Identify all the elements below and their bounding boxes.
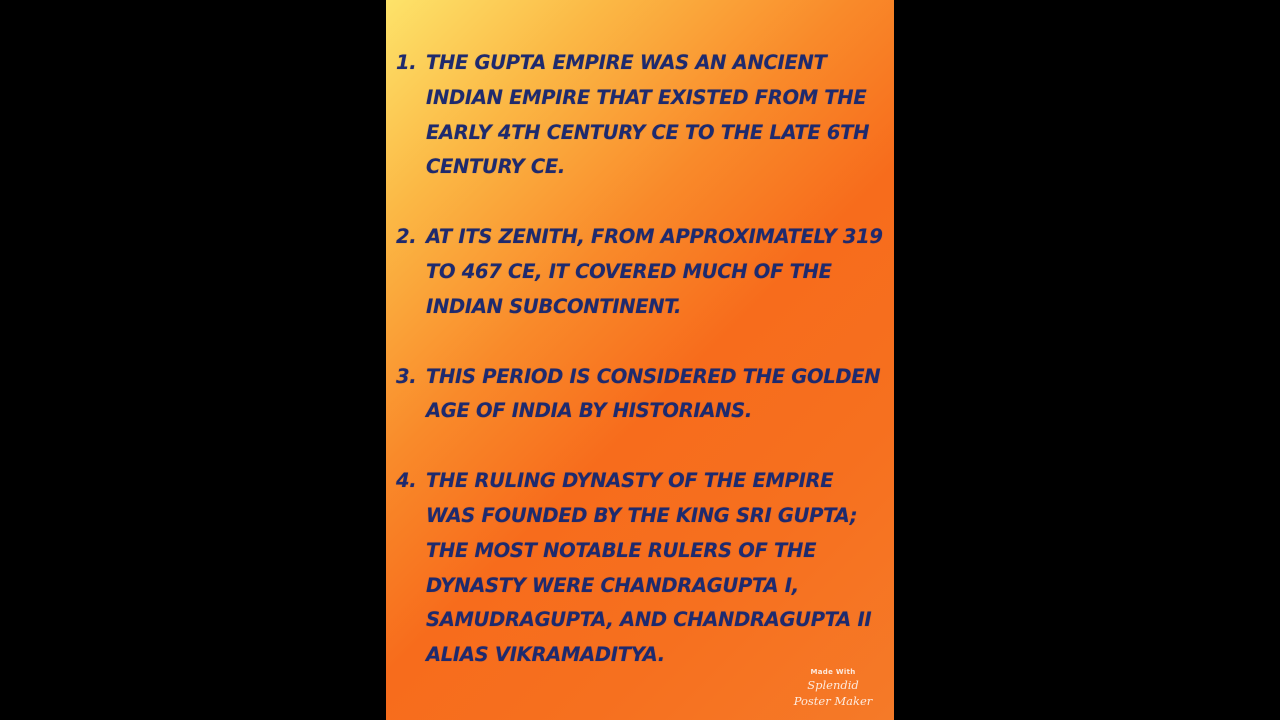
watermark-brand-line1: Splendid [807, 678, 859, 692]
fact-text: THE RULING DYNASTY OF THE EMPIRE WAS FOUNDED BY THE KING SRI GUPTA; THE MOST NOTABLE RULERS OF THE DYNASTY WERE CHANDRAGUPTA I, SAMUDRAGUPTA, AND CHANDRAGUPTA II ALIAS VIKRAMADITYA. [426, 469, 872, 667]
fact-number: 2. [396, 225, 417, 249]
fact-text: THE GUPTA EMPIRE WAS AN ANCIENT INDIAN EMPIRE THAT EXISTED FROM THE EARLY 4TH CENTURY CE TO THE LATE 6TH CENTURY CE. [426, 51, 870, 179]
fact-item-2 [396, 220, 884, 324]
watermark-brand-line2: Poster Maker [793, 694, 873, 708]
fact-item-4 [396, 464, 884, 673]
watermark-made-with: Made With [810, 668, 856, 676]
fact-item-1 [396, 46, 884, 185]
fact-list [396, 46, 884, 708]
fact-item-3 [396, 360, 884, 430]
poster [386, 0, 894, 720]
fact-number: 3. [396, 364, 417, 388]
fact-number: 1. [396, 51, 417, 74]
fact-text: THIS PERIOD IS CONSIDERED THE GOLDEN AGE OF INDIA BY HISTORIANS. [426, 364, 881, 423]
app-watermark [788, 668, 878, 709]
fact-text: AT ITS ZENITH, FROM APPROXIMATELY 319 TO 467 CE, IT COVERED MUCH OF THE INDIAN SUBCONTINENT. [426, 225, 883, 318]
fact-number: 4. [396, 469, 417, 493]
